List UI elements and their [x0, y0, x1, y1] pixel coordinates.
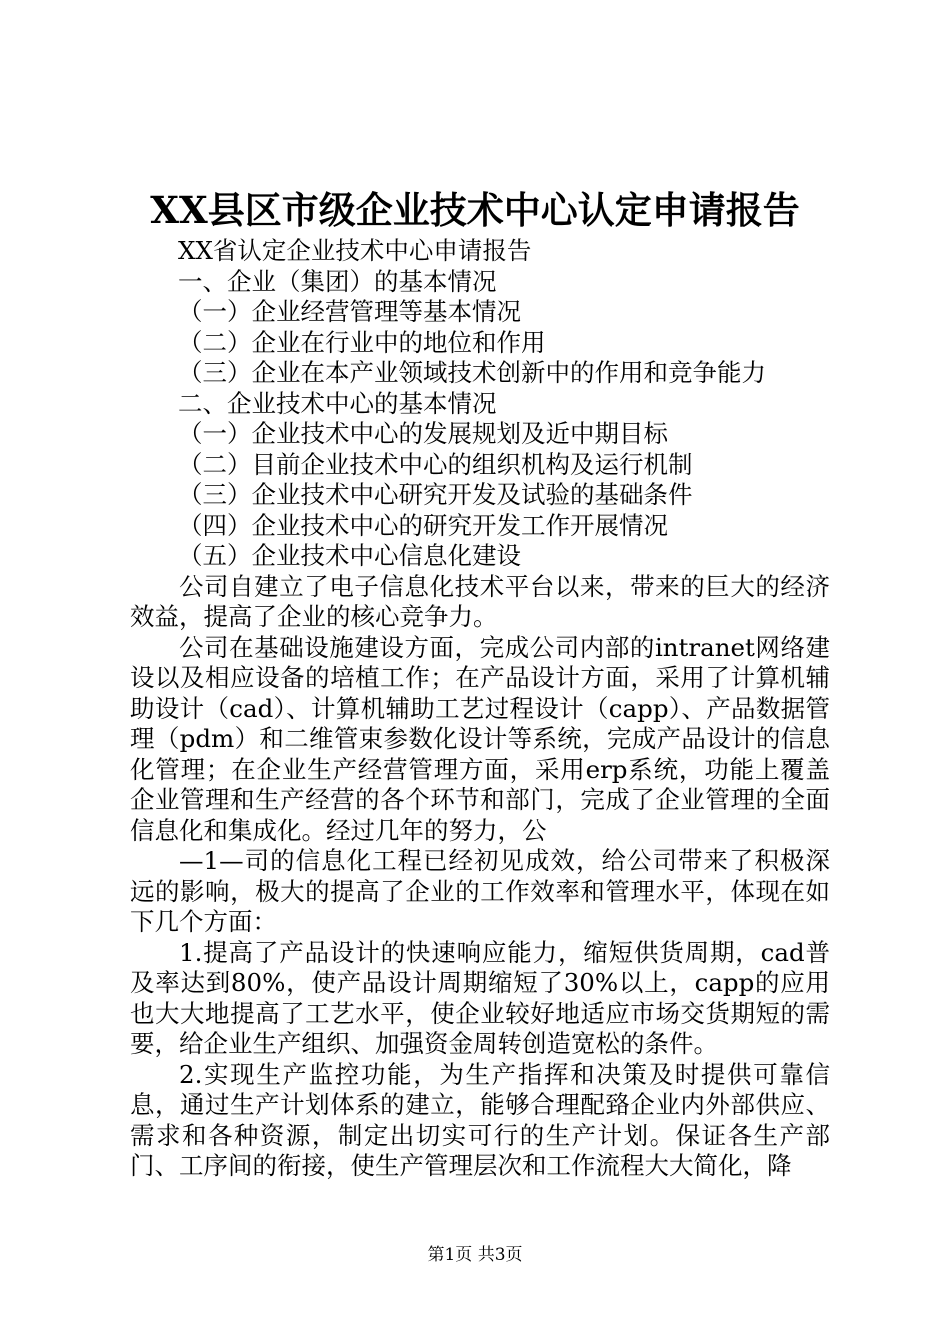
section-heading-2: 二、企业技术中心的基本情况 [178, 388, 497, 418]
subsection-heading-1-3: （三）企业在本产业领域技术创新中的作用和竞争能力 [178, 358, 766, 387]
report-subtitle: XX省认定企业技术中心申请报告 [178, 236, 532, 265]
subsection-heading-1-1: （一）企业经营管理等基本情况 [178, 297, 521, 326]
list-paragraph-2: 2.实现生产监控功能，为生产指挥和决策及时提供可靠信息，通过生产计划体系的建立，能够合理配臵企业内外部供应、需求和各种资源，制定出切实可行的生产计划。保证各生产部门、工序间的衔接，使生产管理层次和工作流程大大简化，降 [130, 1059, 830, 1180]
document-title: XX县区市级企业技术中心认定申请报告 [150, 188, 800, 232]
list-paragraph-1: 1.提高了产品设计的快速响应能力，缩短供货周期，cad普及率达到80%，使产品设计周期缩短了30%以上，capp的应用也大大地提高了工艺水平，使企业较好地适应市场交货期短的需要，给企业生产组织、加强资金周转创造宽松的条件。 [130, 937, 830, 1058]
body-paragraph: —1—司的信息化工程已经初见成效，给公司带来了积极深远的影响，极大的提高了企业的工作效率和管理水平，体现在如下几个方面： [130, 846, 830, 936]
body-paragraph: 公司在基础设施建设方面，完成公司内部的intranet网络建设以及相应设备的培植工作；在产品设计方面，采用了计算机辅助设计（cad）、计算机辅助工艺过程设计（capp）、产品数据管理（pdm）和二维管束参数化设计等系统，完成产品设计的信息化管理；在企业生产经营管理方面，采用erp系统，功能上覆盖企业管理和生产经营的各个环节和部门，完成了企业管理的全面信息化和集成化。经过几年的努力，公 [130, 632, 830, 845]
document-body [130, 236, 830, 1182]
body-paragraph: 公司自建立了电子信息化技术平台以来，带来的巨大的经济效益，提高了企业的核心竞争力。 [130, 571, 830, 631]
page-footer: 第1页 共3页 [427, 1245, 523, 1265]
subsection-heading-2-5: （五）企业技术中心信息化建设 [178, 541, 521, 570]
subsection-heading-1-2: （二）企业在行业中的地位和作用 [178, 327, 546, 357]
subsection-heading-2-4: （四）企业技术中心的研究开发工作开展情况 [178, 510, 668, 540]
section-heading-1: 一、企业（集团）的基本情况 [178, 266, 497, 296]
subsection-heading-2-1: （一）企业技术中心的发展规划及近中期目标 [178, 419, 668, 448]
subsection-heading-2-2: （二）目前企业技术中心的组织机构及运行机制 [178, 449, 693, 479]
subsection-heading-2-3: （三）企业技术中心研究开发及试验的基础条件 [178, 480, 693, 509]
